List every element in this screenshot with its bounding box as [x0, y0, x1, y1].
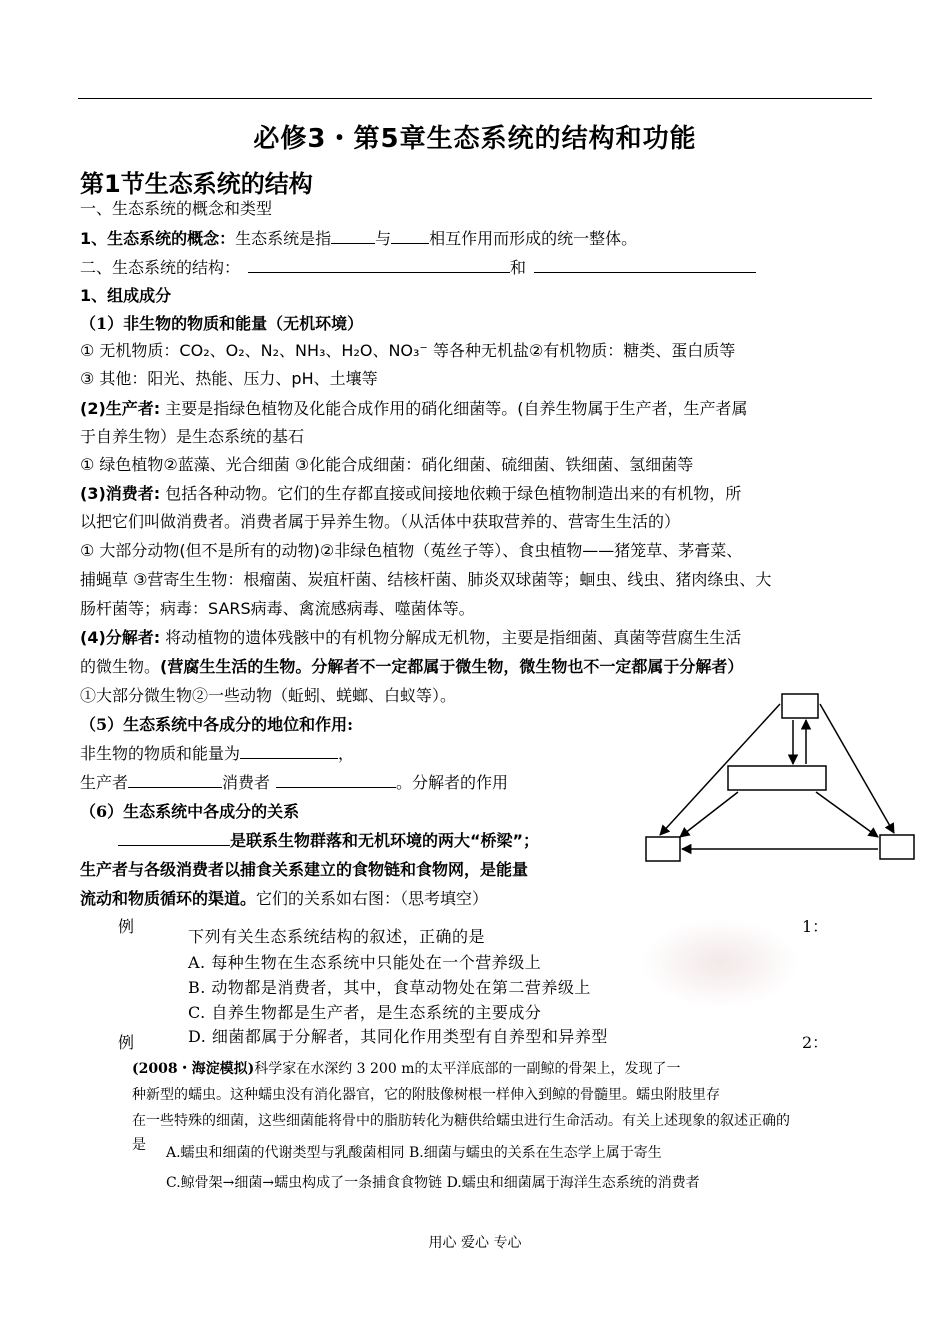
s5-text1b: ，: [338, 744, 355, 763]
diagram-box-top[interactable]: [782, 694, 818, 718]
s4-text1: 将动植物的遗体残骸中的有机物分解成无机物，主要是指细菌、真菌等营腐生生活: [160, 628, 742, 647]
s3-line5: 肠杆菌等；病毒：SARS病毒、禽流感病毒、噬菌体等。: [80, 599, 475, 618]
heading-components: 1、组成成分: [80, 286, 172, 305]
ex1-question: 下列有关生态系统结构的叙述，正确的是: [188, 927, 486, 946]
s3-line1: [80, 483, 741, 505]
blank-structure-1[interactable]: [248, 257, 510, 273]
blank-concept-1[interactable]: [331, 228, 375, 244]
s4-text2b: (营腐生生活的生物。分解者不一定都属于微生物，微生物也不一定都属于分解者）: [160, 657, 744, 676]
ex2-text1: 科学家在水深约 3 200 m的太平洋底部的一副鲸的骨架上，发现了一: [254, 1061, 681, 1077]
s6-line1: [80, 830, 539, 852]
s2-text1: 主要是指绿色植物及化能合成作用的硝化细菌等。(自养生物属于生产者，生产者属: [160, 399, 748, 418]
page-footer: 用心 爱心 专心: [428, 1235, 522, 1251]
s3-text1: 包括各种动物。它们的生存都直接或间接地依赖于绿色植物制造出来的有机物，所: [160, 484, 742, 503]
arrow-middle-to-right: [816, 792, 878, 837]
s5-text2b: 消费者: [222, 773, 271, 792]
header-rule: [78, 98, 872, 99]
blank-producer-role[interactable]: [128, 772, 222, 788]
ex2-label: 例: [118, 1033, 135, 1052]
s3-line4: 捕蝇草 ③营寄生生物：根瘤菌、炭疽杆菌、结核杆菌、肺炎双球菌等；蛔虫、线虫、猪肉绦虫、大: [80, 570, 772, 589]
s2-line2: 于自养生物）是生态系统的基石: [80, 427, 305, 446]
s4-text2a: 的微生物。: [80, 657, 161, 676]
concept-text-a: 生态系统是指: [235, 229, 332, 248]
section-title: 第1节生态系统的结构: [80, 170, 313, 198]
diagram-box-right[interactable]: [880, 835, 914, 859]
s5-text2a: 生产者: [80, 773, 129, 792]
structure-line: [80, 257, 756, 279]
s1-title: （1）非生物的物质和能量（无机环境）: [80, 314, 364, 333]
arrow-top-to-right: [820, 704, 894, 833]
ex2-line3: 在一些特殊的细菌，这些细菌能将骨中的脂肪转化为糖供给蠕虫进行生命活动。有关上述现象的叙述正确的: [132, 1113, 790, 1129]
relationship-diagram: [640, 688, 920, 868]
s4-line2: [80, 656, 743, 678]
s1-line1: ① 无机物质：CO₂、O₂、N₂、NH₃、H₂O、NO₃⁻ 等各种无机盐②有机物质：糖类、蛋白质等: [80, 341, 736, 360]
diagram-box-middle[interactable]: [728, 766, 826, 790]
concept-line: [80, 228, 637, 250]
ex1-label: 例: [118, 917, 135, 936]
s6-title: （6）生态系统中各成分的关系: [80, 802, 300, 821]
s1-line2: ③ 其他：阳光、热能、压力、pH、土壤等: [80, 369, 378, 388]
blank-abiotic-role[interactable]: [240, 743, 338, 759]
s5-text2c: 。分解者的作用: [396, 773, 509, 792]
s3-label: (3)消费者:: [80, 484, 161, 503]
blank-bridges[interactable]: [118, 830, 230, 846]
blank-concept-2[interactable]: [391, 228, 429, 244]
s6-text1: 是联系生物群落和无机环境的两大“桥梁”；: [230, 831, 540, 850]
s3-line3: ① 大部分动物(但不是所有的动物)②非绿色植物（菟丝子等）、食虫植物——猪笼草、茅膏菜、: [80, 541, 743, 560]
s5-line2: [80, 772, 508, 794]
ex1-option-c: C. 自养生物都是生产者，是生态系统的主要成分: [188, 1003, 542, 1022]
s5-title: （5）生态系统中各成分的地位和作用:: [80, 715, 354, 734]
ex2-options-ab: A.蠕虫和细菌的代谢类型与乳酸菌相同 B.细菌与蠕虫的关系在生态学上属于寄生: [166, 1145, 662, 1161]
heading-concept: 一、生态系统的概念和类型: [80, 199, 273, 218]
page-title: 必修3・第5章生态系统的结构和功能: [253, 124, 697, 154]
ex2-line4: 是: [132, 1137, 146, 1153]
s6-line2: 生产者与各级消费者以捕食关系建立的食物链和食物网，是能量: [80, 860, 529, 879]
s4-label: (4)分解者:: [80, 628, 161, 647]
ex2-line2: 种新型的蠕虫。这种蠕虫没有消化器官，它的附肢像树根一样伸入到鲸的骨髓里。蠕虫附肢里存: [132, 1087, 720, 1103]
ex1-option-b: B. 动物都是消费者，其中，食草动物处在第二营养级上: [188, 978, 591, 997]
concept-label: 1、生态系统的概念：: [80, 229, 236, 248]
s6-text3b: 它们的关系如右图：（思考填空）: [256, 889, 489, 908]
concept-text-b: 与: [375, 229, 392, 248]
ex1-option-d: D. 细菌都属于分解者，其同化作用类型有自养型和异养型: [188, 1027, 608, 1046]
s4-line1: [80, 627, 741, 649]
s2-line1: [80, 398, 748, 420]
s5-text1a: 非生物的物质和能量为: [80, 744, 241, 763]
arrow-middle-to-left: [680, 792, 738, 837]
s2-label: (2)生产者:: [80, 399, 161, 418]
ex2-options-cd: C.鲸骨架→细菌→蠕虫构成了一条捕食食物链 D.蠕虫和细菌属于海洋生态系统的消费者: [166, 1175, 700, 1191]
watermark-stamp: [640, 918, 800, 1008]
ex1-number: 1：: [802, 917, 829, 936]
ex2-source: (2008・海淀模拟): [132, 1061, 255, 1077]
blank-consumer-role[interactable]: [276, 772, 396, 788]
blank-structure-2[interactable]: [534, 257, 756, 273]
concept-text-c: 相互作用而形成的统一整体。: [429, 229, 638, 248]
structure-and: 和: [510, 258, 527, 277]
s2-line3: ① 绿色植物②蓝藻、光合细菌 ③化能合成细菌：硝化细菌、硫细菌、铁细菌、氢细菌等: [80, 455, 694, 474]
diagram-box-left[interactable]: [646, 837, 680, 861]
s6-text3a: 流动和物质循环的渠道。: [80, 889, 257, 908]
ex2-line1: [132, 1058, 680, 1078]
s6-line3: [80, 888, 488, 910]
s4-line3: ①大部分微生物②一些动物（蚯蚓、蜣螂、白蚁等）。: [80, 686, 457, 705]
s5-line1: [80, 743, 354, 765]
s3-line2: 以把它们叫做消费者。消费者属于异养生物。（从活体中获取营养的、营寄生生活的）: [80, 512, 681, 531]
heading-structure: 二、生态系统的结构：: [80, 258, 241, 277]
ex2-number: 2：: [802, 1033, 829, 1052]
ex1-option-a: A. 每种生物在生态系统中只能处在一个营养级上: [188, 953, 542, 972]
